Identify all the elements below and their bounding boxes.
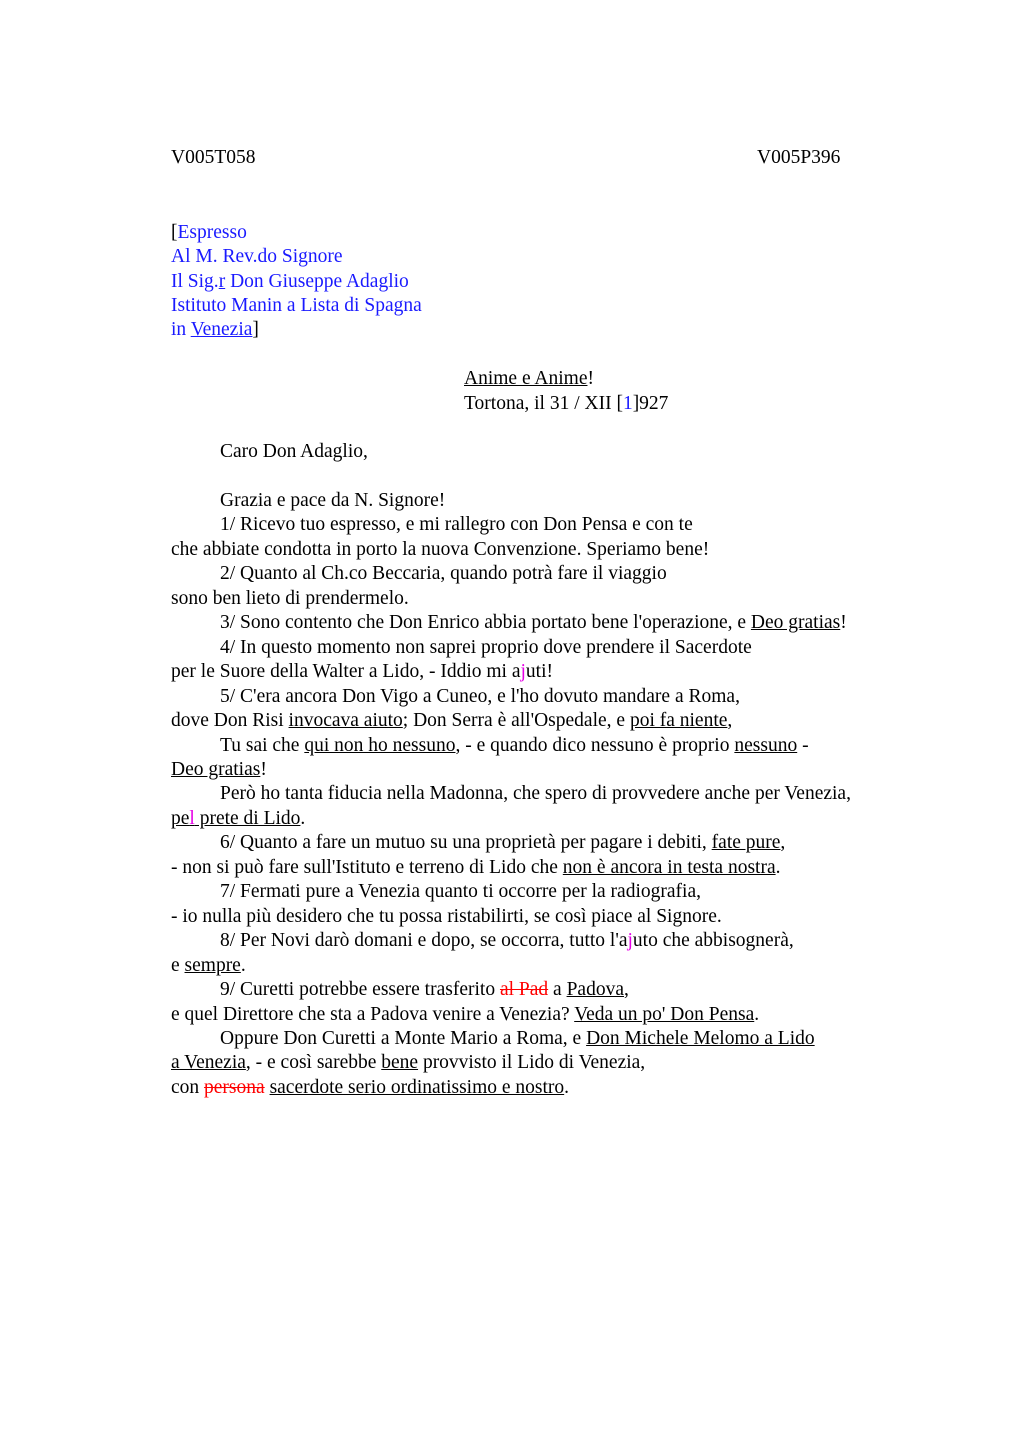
paragraph-5-line-4: Deo gratias! [171, 759, 267, 780]
paragraph-5-line-5: Però ho tanta fiducia nella Madonna, che spero di provvedere anche per Venezia, [220, 783, 851, 804]
address-line-2: Al M. Rev.do Signore [171, 246, 343, 267]
paragraph-4-line-1: 4/ In questo momento non saprei proprio dove prendere il Sacerdote [220, 637, 752, 658]
paragraph-1-line-1: 1/ Ricevo tuo espresso, e mi rallegro con Don Pensa e con te [220, 514, 693, 535]
date-place: Tortona, il 31 / XII [1]927 [464, 393, 669, 414]
document-code-right: V005P396 [757, 147, 841, 168]
paragraph-6-line-2: - non si può fare sull'Istituto e terreno di Lido che non è ancora in testa nostra. [171, 857, 781, 878]
paragraph-5-line-6: pel prete di Lido. [171, 808, 306, 829]
paragraph-8-line-2: e sempre. [171, 955, 246, 976]
paragraph-5-line-2: dove Don Risi invocava aiuto; Don Serra è all'Ospedale, e poi fa niente, [171, 710, 733, 731]
paragraph-7-line-2: - io nulla più desidero che tu possa ristabilirti, se così piace al Signore. [171, 906, 722, 927]
paragraph-9-line-1: 9/ Curetti potrebbe essere trasferito al Pad a Padova, [220, 979, 629, 1000]
paragraph-5-line-1: 5/ C'era ancora Don Vigo a Cuneo, e l'ho dovuto mandare a Roma, [220, 686, 740, 707]
salutation: Caro Don Adaglio, [220, 441, 368, 462]
address-line-4: Istituto Manin a Lista di Spagna [171, 295, 422, 316]
paragraph-9-line-3: Oppure Don Curetti a Monte Mario a Roma, e Don Michele Melomo a Lido [220, 1028, 815, 1049]
motto: Anime e Anime! [464, 368, 594, 389]
paragraph-9-line-2: e quel Direttore che sta a Padova venire a Venezia? Veda un po' Don Pensa. [171, 1004, 760, 1025]
address-line-1: [Espresso [171, 222, 247, 243]
paragraph-2-line-2: sono ben lieto di prendermelo. [171, 588, 409, 609]
paragraph-2-line-1: 2/ Quanto al Ch.co Beccaria, quando potrà fare il viaggio [220, 563, 667, 584]
paragraph-1-line-2: che abbiate condotta in porto la nuova Convenzione. Speriamo bene! [171, 539, 710, 560]
document-code-left: V005T058 [171, 147, 256, 168]
address-line-5: in Venezia] [171, 319, 259, 340]
paragraph-5-line-3: Tu sai che qui non ho nessuno, - e quando dico nessuno è proprio nessuno - [220, 735, 809, 756]
paragraph-6-line-1: 6/ Quanto a fare un mutuo su una proprietà per pagare i debiti, fate pure, [220, 832, 786, 853]
paragraph-3-line-1: 3/ Sono contento che Don Enrico abbia portato bene l'operazione, e Deo gratias! [220, 612, 847, 633]
paragraph-9-line-5: con persona sacerdote serio ordinatissimo e nostro. [171, 1077, 570, 1098]
paragraph-4-line-2: per le Suore della Walter a Lido, - Iddio mi ajuti! [171, 661, 554, 682]
paragraph-9-line-4: a Venezia, - e così sarebbe bene provvisto il Lido di Venezia, [171, 1052, 646, 1073]
greeting: Grazia e pace da N. Signore! [220, 490, 446, 511]
address-line-3: Il Sig.r Don Giuseppe Adaglio [171, 271, 409, 292]
paragraph-8-line-1: 8/ Per Novi darò domani e dopo, se occorra, tutto l'ajuto che abbisognerà, [220, 930, 794, 951]
paragraph-7-line-1: 7/ Fermati pure a Venezia quanto ti occorre per la radiografia, [220, 881, 701, 902]
